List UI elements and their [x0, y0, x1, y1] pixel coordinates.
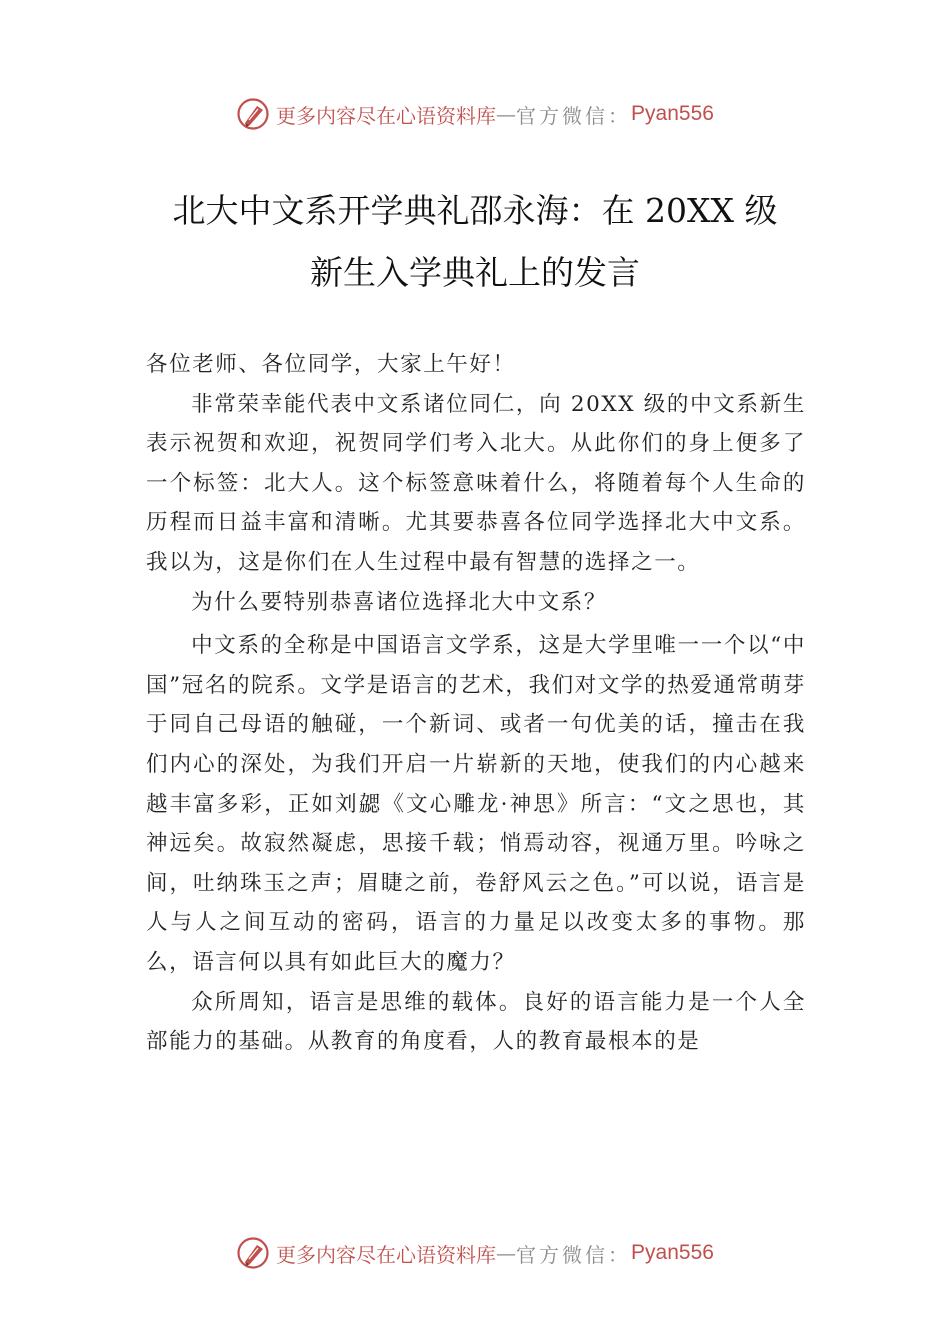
banner-wechat-label: 官方微信：	[516, 103, 632, 128]
banner-wechat-label: 官方微信：	[516, 1242, 632, 1267]
body-paragraph: 中文系的全称是中国语言文学系，这是大学里唯一一个以“中国”冠名的院系。文学是语言的艺术，我们对文学的热爱通常萌芽于同自己母语的触碰，一个新词、或者一句优美的话，撞击在我们内心的深处，为我们开启一片崭新的天地，使我们的内心越来越丰富多彩，正如刘勰《文心雕龙·神思》所言：“文之思也，其神远矣。故寂然凝虑，思接千载；悄焉动容，视通万里。吟咏之间，吐纳珠玉之声；眉睫之前，卷舒风云之色。”可以说，语言是人与人之间互动的密码，语言的力量足以改变太多的事物。那么，语言何以具有如此巨大的魔力？	[146, 633, 806, 975]
document-body	[146, 345, 806, 1062]
pen-nib-icon	[236, 1236, 270, 1270]
body-paragraph: 为什么要特别恭喜诸位选择北大中文系？	[191, 589, 607, 615]
header-banner	[0, 94, 950, 134]
banner-main-text: 更多内容尽在心语资料库	[276, 103, 497, 128]
pen-nib-icon	[236, 97, 270, 131]
footer-banner	[0, 1233, 950, 1273]
banner-separator: —	[496, 102, 517, 126]
body-paragraph: 非常荣幸能代表中文系诸位同仁，向 20XX 级的中文系新生表示祝贺和欢迎，祝贺同学们考入北大。从此你们的身上便多了一个标签：北大人。这个标签意味着什么，将随着每个人生命的历程而日益丰富和清晰。尤其要恭喜各位同学选择北大中文系。我以为，这是你们在人生过程中最有智慧的选择之一。	[146, 391, 806, 575]
banner-wechat-id: Pyan556	[631, 1241, 714, 1264]
greeting-paragraph: 各位老师、各位同学，大家上午好！	[146, 352, 516, 377]
banner-main-text: 更多内容尽在心语资料库	[276, 1242, 497, 1267]
banner-wechat-id: Pyan556	[631, 102, 714, 125]
title-line-2: 新生入学典礼上的发言	[310, 253, 640, 292]
title-line-1: 北大中文系开学典礼邵永海：在 20XX 级	[172, 191, 778, 230]
document-title	[0, 180, 950, 304]
body-paragraph: 众所周知，语言是思维的载体。良好的语言能力是一个人全部能力的基础。从教育的角度看，人的教育最根本的是	[146, 989, 806, 1055]
banner-separator: —	[496, 1241, 517, 1265]
